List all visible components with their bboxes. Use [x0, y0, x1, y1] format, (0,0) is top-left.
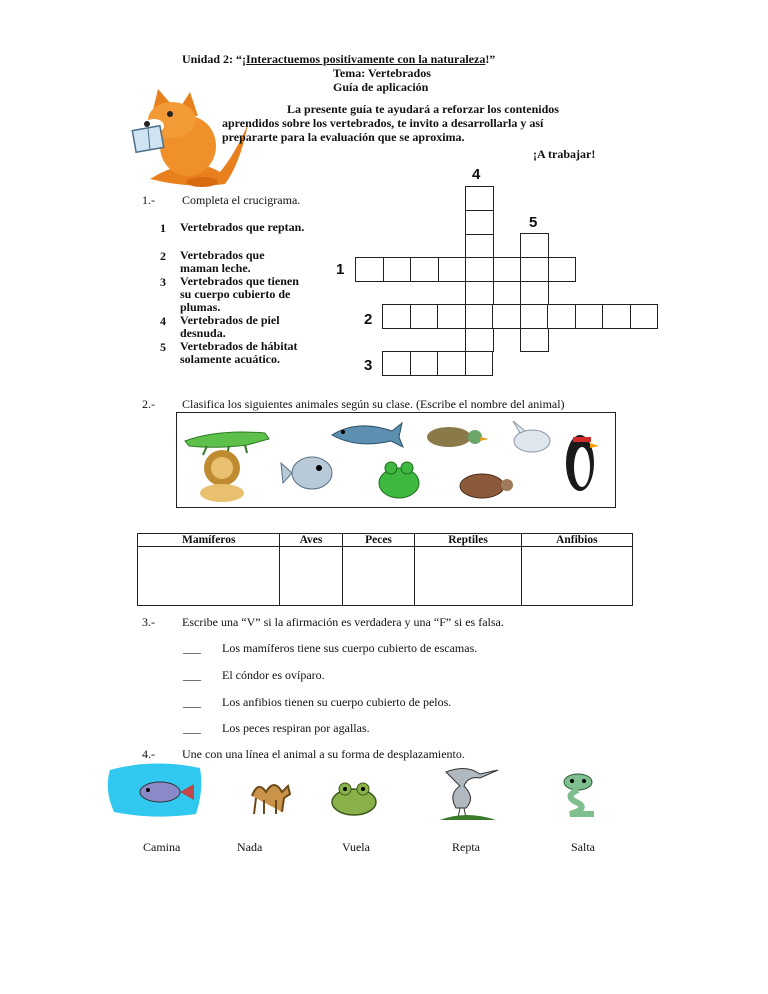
q1-number: 1.- [142, 193, 155, 207]
clue-number: 2 [160, 249, 166, 263]
q1-instruction: Completa el crucigrama. [182, 193, 301, 207]
crossword-cell[interactable] [520, 257, 549, 282]
crossword-cell[interactable] [602, 304, 631, 329]
crossword-cell[interactable] [630, 304, 659, 329]
crossword-cell[interactable] [355, 257, 384, 282]
crossword-cell[interactable] [465, 280, 494, 305]
q4-instruction: Une con una línea el animal a su forma de desplazamiento. [182, 747, 465, 761]
crossword-cell[interactable] [465, 186, 494, 211]
penguin-image [566, 435, 599, 491]
grid-number-2: 2 [364, 311, 373, 328]
crossword-cell[interactable] [520, 233, 549, 258]
column-header: Anfibios [521, 534, 632, 547]
q4-number: 4.- [142, 747, 155, 761]
crossword-cell[interactable] [520, 327, 549, 352]
crossword-cell[interactable] [465, 351, 494, 376]
statement-text: El cóndor es ovíparo. [222, 668, 325, 682]
movement-label: Salta [571, 840, 595, 854]
grid-number-3: 3 [364, 357, 373, 374]
column-header: Peces [342, 534, 415, 547]
q3-number: 3.- [142, 615, 155, 629]
frog-image [379, 462, 419, 498]
duck-image [427, 427, 489, 447]
movement-label: Nada [237, 840, 263, 854]
statement-row [183, 641, 477, 656]
grid-number-4: 4 [472, 166, 481, 183]
clue-text: Vertebrados de hábitat solamente acuático. [180, 339, 298, 366]
crossword-cell[interactable] [493, 257, 522, 282]
clue-text: Vertebrados que reptan. [180, 220, 305, 234]
answer-blank[interactable]: ___ [183, 668, 201, 682]
frog-image [328, 778, 380, 818]
q2-number: 2.- [142, 397, 155, 411]
unit-title: Unidad 2: “¡Interactuemos positivamente con la naturaleza!” [182, 52, 496, 66]
fish-image [281, 457, 332, 489]
movement-label: Vuela [342, 840, 370, 854]
clue-text: Vertebrados de piel desnuda. [180, 313, 280, 340]
crossword-cell[interactable] [438, 257, 467, 282]
lion-image [200, 450, 244, 502]
column-header: Mamíferos [138, 534, 280, 547]
crossword-cell[interactable] [437, 351, 466, 376]
clue-number: 1 [160, 221, 166, 235]
crossword-cell[interactable] [437, 304, 466, 329]
crossword-cell[interactable] [575, 304, 604, 329]
grid-number-1: 1 [336, 261, 345, 278]
column-header: Aves [280, 534, 342, 547]
crossword-cell[interactable] [465, 304, 494, 329]
heron-image [436, 764, 500, 820]
crossword-cell[interactable] [492, 304, 521, 329]
crossword-cell[interactable] [465, 327, 494, 352]
answer-cell[interactable] [280, 547, 342, 606]
turtle-image [460, 474, 513, 498]
crossword-cell[interactable] [410, 351, 439, 376]
answer-blank[interactable]: ___ [183, 721, 201, 735]
grid-number-5: 5 [529, 214, 538, 231]
clue-text: Vertebrados que maman leche. [180, 248, 265, 275]
answer-cell[interactable] [415, 547, 521, 606]
topic-title: Tema: Vertebrados [333, 66, 431, 80]
intro-line-1: La presente guía te ayudará a reforzar los contenidos [287, 102, 559, 116]
crossword-cell[interactable] [410, 257, 439, 282]
movement-label: Repta [452, 840, 480, 854]
clue-number: 3 [160, 275, 166, 289]
column-header: Reptiles [415, 534, 521, 547]
answer-cell[interactable] [342, 547, 415, 606]
q2-instruction: Clasifica los siguientes animales según su clase. (Escribe el nombre del animal) [182, 397, 565, 411]
crossword-cell[interactable] [382, 304, 411, 329]
rabbit-image [513, 421, 550, 452]
answer-blank[interactable]: ___ [183, 641, 201, 655]
snake-image [556, 772, 600, 818]
intro-line-2: aprendidos sobre los vertebrados, te invito a desarrollarla y así [222, 116, 544, 130]
crossword-cell[interactable] [548, 257, 577, 282]
q3-instruction: Escribe una “V” si la afirmación es verdadera y una “F” si es falsa. [182, 615, 504, 629]
crossword-cell[interactable] [520, 304, 549, 329]
crossword-cell[interactable] [465, 210, 494, 235]
statement-text: Los mamíferos tiene sus cuerpo cubierto de escamas. [222, 641, 478, 655]
answer-blank[interactable]: ___ [183, 695, 201, 709]
statement-row [183, 668, 325, 683]
crossword-cell[interactable] [465, 233, 494, 258]
classification-table [137, 533, 633, 606]
statement-row [183, 695, 451, 710]
statement-text: Los anfibios tienen su cuerpo cubierto de pelos. [222, 695, 452, 709]
crossword-cell[interactable] [547, 304, 576, 329]
camel-image [244, 772, 294, 818]
crossword-cell[interactable] [520, 280, 549, 305]
clue-number: 4 [160, 314, 166, 328]
clue-text: Vertebrados que tienen su cuerpo cubierto de plumas. [180, 274, 299, 314]
crossword-cell[interactable] [383, 257, 412, 282]
shark-image [332, 423, 403, 447]
answer-cell[interactable] [521, 547, 632, 606]
crossword-cell[interactable] [382, 351, 411, 376]
animals-picture-box [176, 412, 616, 508]
clue-number: 5 [160, 340, 166, 354]
crossword-cell[interactable] [410, 304, 439, 329]
movement-label: Camina [143, 840, 181, 854]
crossword-cell[interactable] [465, 257, 494, 282]
intro-line-3: prepararte para la evaluación que se aproxima. [222, 130, 465, 144]
lets-work-text: ¡A trabajar! [533, 147, 596, 161]
statement-text: Los peces respiran por agallas. [222, 721, 370, 735]
guide-title: Guía de aplicación [333, 80, 429, 94]
answer-cell[interactable] [138, 547, 280, 606]
aquarium-fish-image [104, 760, 204, 818]
statement-row [183, 721, 370, 736]
